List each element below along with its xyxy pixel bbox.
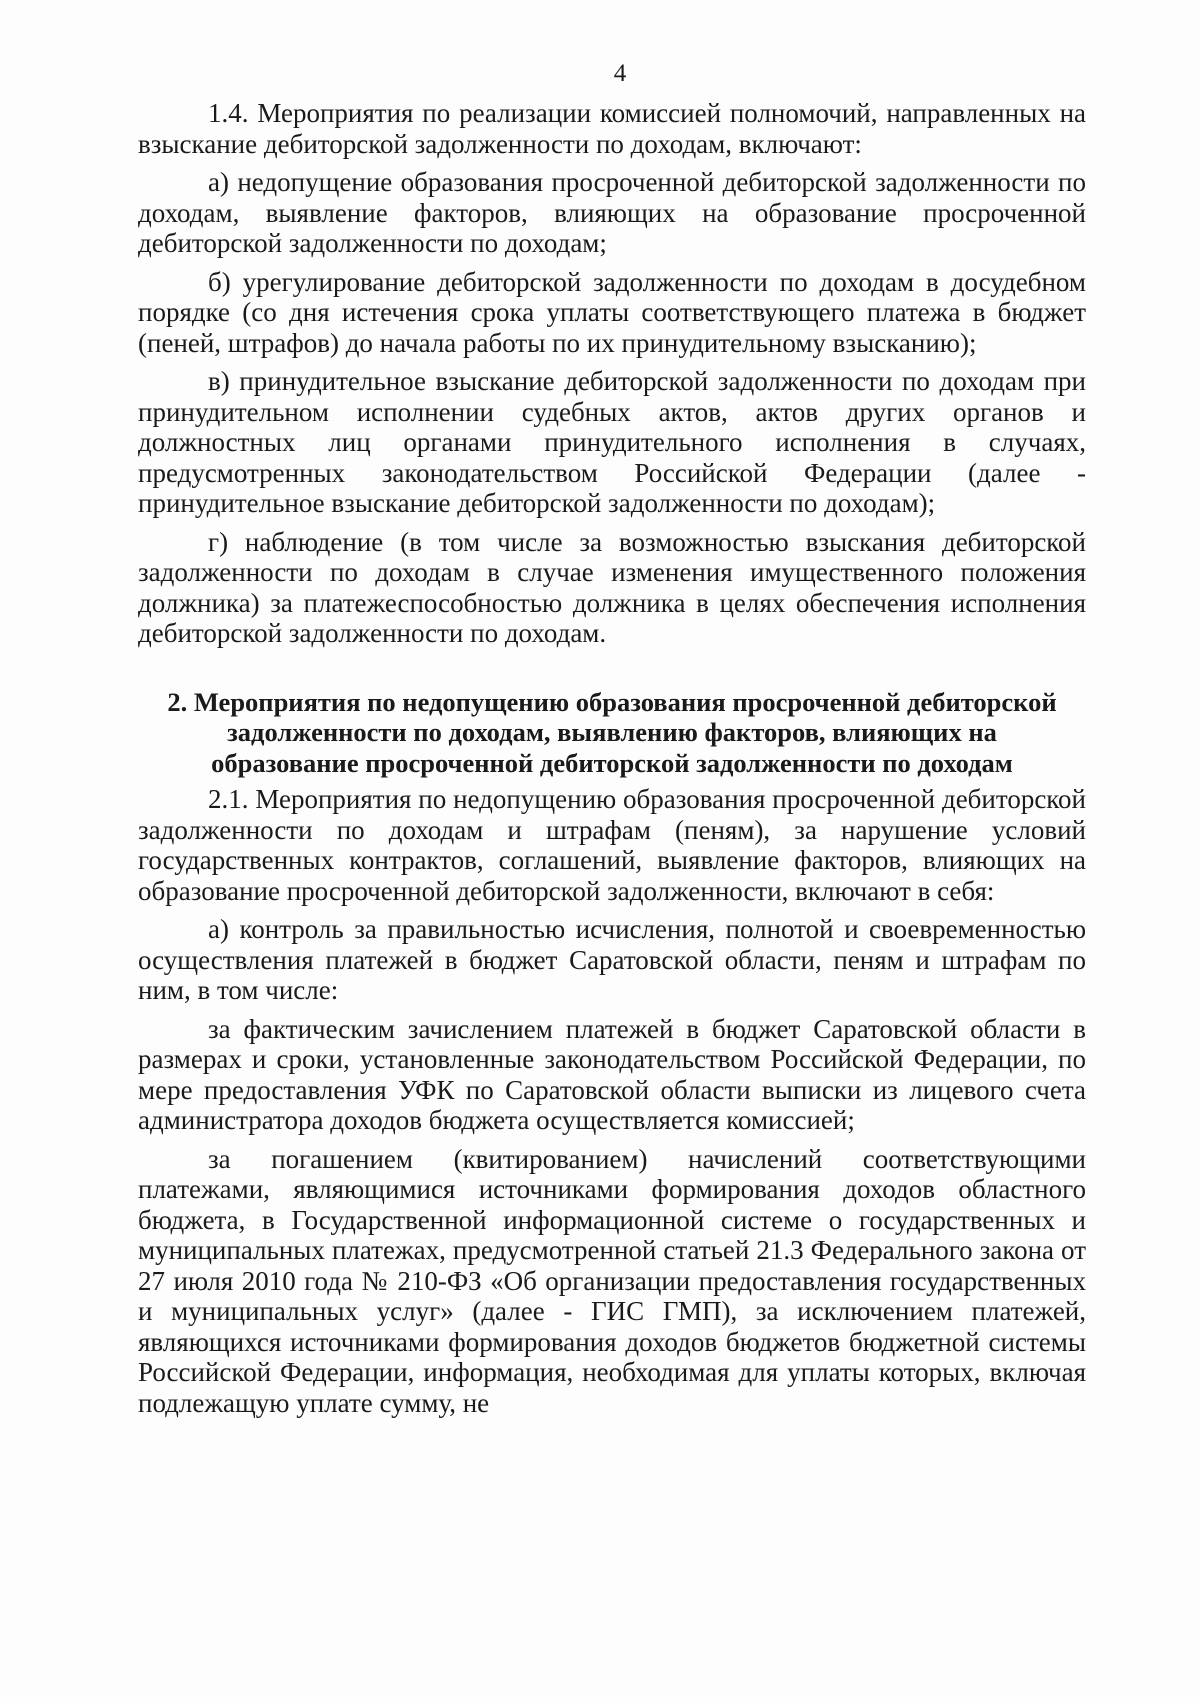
paragraph-item-g: г) наблюдение (в том числе за возможностью взыскания дебиторской задолженности по доходам в случае изменения имущественного положения должника) за платежеспособностью должника в целях обеспечения исполнения дебиторской задолженности по доходам. [138,526,1086,648]
paragraph-item-b: б) урегулирование дебиторской задолженности по доходам в досудебном порядке (со дня истечения срока уплаты соответствующего платежа в бюджет (пеней, штрафов) до начала работы по их принудительному взысканию); [138,266,1086,358]
paragraph-item-v: в) принудительное взыскание дебиторской задолженности по доходам при принудительном исполнении судебных актов, актов других органов и должностных лиц органами принудительного исполнения в случаях, предусмотренных законодательством Российской Федерации (далее - принудительное взыскание дебиторской задолженности по доходам); [138,366,1086,518]
section-2-heading-line: 2. Мероприятия по недопущению образования просроченной дебиторской [167,686,1057,717]
section-2-heading [138,687,1086,779]
paragraph-item-a: а) недопущение образования просроченной дебиторской задолженности по доходам, выявление факторов, влияющих на образование просроченной дебиторской задолженности по доходам; [138,167,1086,258]
paragraph-actual-crediting: за фактическим зачислением платежей в бюджет Саратовской области в размерах и сроки, установленные законодательством Российской Федерации, по мере предоставления УФК по Саратовской области выписки из лицевого счета администратора доходов бюджета осуществляется комиссией; [138,1013,1086,1135]
section-2-heading-line: образование просроченной дебиторской задолженности по доходам [211,747,1013,778]
section-2-heading-line: задолженности по доходам, выявлению факторов, влияющих на [227,717,997,747]
page-number: 4 [613,60,627,87]
paragraph-1-4: 1.4. Мероприятия по реализации комиссией полномочий, направленных на взыскание дебиторской задолженности по доходам, включают: [138,98,1086,159]
paragraph-2-1: 2.1. Мероприятия по недопущению образования просроченной дебиторской задолженности по доходам и штрафам (пеням), за нарушение условий государственных контрактов, соглашений, выявление факторов, влияющих на образование просроченной дебиторской задолженности, включают в себя: [138,784,1086,906]
paragraph-2-1-a: а) контроль за правильностью исчисления, полнотой и своевременностью осуществления платежей в бюджет Саратовской области, пеням и штрафам по ним, в том числе: [138,914,1086,1005]
paragraph-repayment-gis-gmp: за погашением (квитированием) начислений соответствующими платежами, являющимися источниками формирования доходов областного бюджета, в Государственной информационной системе о государственных и муниципальных платежах, предусмотренной статьей 21.3 Федерального закона от 27 июля 2010 года № 210-ФЗ «Об организации предоставления государственных и муниципальных услуг» (далее - ГИС ГМП), за исключением платежей, являющихся источниками формирования доходов бюджетов бюджетной системы Российской Федерации, информация, необходимая для уплаты которых, включая подлежащую уплате сумму, не [138,1143,1086,1418]
document-body [138,98,1086,1422]
